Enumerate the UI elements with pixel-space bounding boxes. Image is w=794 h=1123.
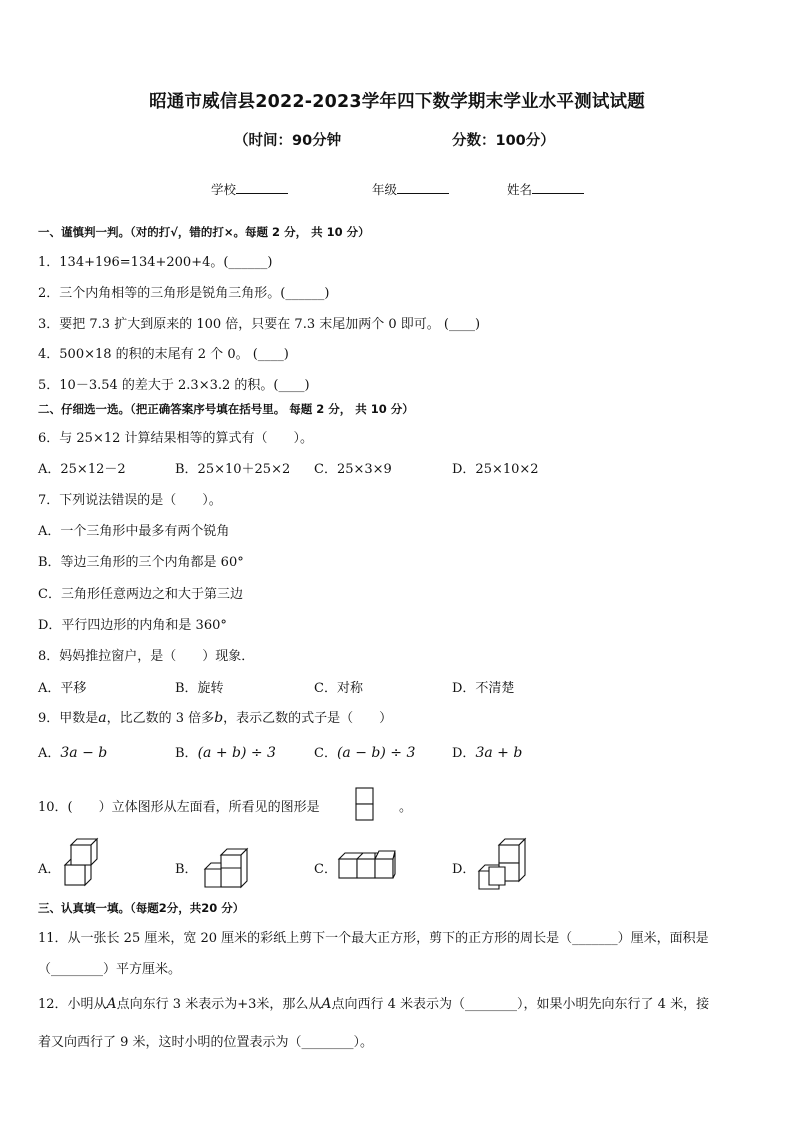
q9-text-pre: 9．甲数是 <box>38 711 99 726</box>
q8-option-d[interactable]: D．不清楚 <box>452 681 515 696</box>
grade-blank[interactable] <box>397 181 449 194</box>
q6-option-b[interactable]: B．25×10＋25×2 <box>175 462 291 477</box>
q9-option-d[interactable] <box>452 742 522 761</box>
q12-text-post: 点向西行 4 米表示为（________），如果小明先向东行了 4 米，接 <box>331 997 710 1012</box>
q9-option-d-expr: 3a + b <box>475 745 523 761</box>
q9-option-a-label: A． <box>38 746 61 761</box>
section-2-heading: 二、仔细选一选。（把正确答案序号填在括号里。 每题 2 分， 共 10 分） <box>38 402 414 416</box>
q9-option-d-label: D． <box>452 746 476 761</box>
q12-point-a-2: A <box>321 996 332 1012</box>
q12-text-mid: 点向东行 3 米表示为+3米，那么从 <box>116 997 322 1012</box>
q10-option-d-figure[interactable] <box>478 838 526 890</box>
question-2: 2．三个内角相等的三角形是锐角三角形。(______) <box>38 286 330 301</box>
q8-option-c[interactable]: C．对称 <box>314 681 363 696</box>
question-7: 7．下列说法错误的是（ ）。 <box>38 493 222 508</box>
q12-point-a-1: A <box>106 996 117 1012</box>
question-11-line-1: 11．从一张长 25 厘米，宽 20 厘米的彩纸上剪下一个最大正方形，剪下的正方形的周长是（_______）厘米，面积是 <box>38 931 709 946</box>
q8-option-a[interactable]: A．平移 <box>38 681 87 696</box>
q9-option-a[interactable] <box>38 742 107 761</box>
q9-var-b: b <box>214 710 224 726</box>
q7-option-a[interactable]: A．一个三角形中最多有两个锐角 <box>38 524 230 539</box>
page-title: 昭通市威信县2022-2023学年四下数学期末学业水平测试试题 <box>149 92 645 112</box>
exam-time: （时间：90分钟 <box>234 133 342 149</box>
q9-option-a-expr: 3a − b <box>60 745 108 761</box>
q12-text-pre: 12．小明从 <box>38 997 107 1012</box>
q7-option-c[interactable]: C．三角形任意两边之和大于第三边 <box>38 587 243 602</box>
q9-option-b-expr: (a + b) ÷ 3 <box>197 745 276 761</box>
q9-var-a: a <box>98 710 107 726</box>
q7-option-b[interactable]: B．等边三角形的三个内角都是 60° <box>38 555 244 570</box>
q10-option-a-label[interactable]: A． <box>38 862 61 877</box>
question-12-line-1 <box>38 993 709 1012</box>
q9-text-post: ，表示乙数的式子是（ ） <box>223 711 393 726</box>
q6-option-a[interactable]: A．25×12－2 <box>38 462 126 477</box>
exam-score: 分数：100分） <box>452 133 555 149</box>
q9-option-c-label: C． <box>314 746 337 761</box>
question-8: 8．妈妈推拉窗户，是（ ）现象． <box>38 649 255 664</box>
grade-label: 年级 <box>372 182 398 197</box>
q9-option-b-label: B． <box>175 746 198 761</box>
question-10: 10．( ）立体图形从左面看，所看见的图形是 <box>38 800 320 815</box>
q10-option-a-figure[interactable] <box>64 838 98 888</box>
question-11-line-2: （________）平方厘米。 <box>38 962 182 977</box>
q8-option-b[interactable]: B．旋转 <box>175 681 224 696</box>
question-3: 3．要把 7.3 扩大到原来的 100 倍，只要在 7.3 末尾加两个 0 即可。 (____) <box>38 317 481 332</box>
question-9 <box>38 707 392 726</box>
question-1: 1．134+196=134+200+4。(______) <box>38 255 273 270</box>
question-5: 5．10－3.54 的差大于 2.3×3.2 的积。(____) <box>38 378 310 393</box>
question-12-line-2: 着又向西行了 9 米，这时小明的位置表示为（________）。 <box>38 1035 374 1050</box>
section-3-heading: 三、认真填一填。（每题2分，共20 分） <box>38 901 245 915</box>
q10-option-b-figure[interactable] <box>204 846 248 888</box>
left-view-figure <box>355 787 375 821</box>
q9-text-mid: ，比乙数的 3 倍多 <box>106 711 215 726</box>
name-field <box>507 180 584 198</box>
q9-option-c-expr: (a − b) ÷ 3 <box>336 745 416 761</box>
q10-option-c-label[interactable]: C． <box>314 862 337 877</box>
q10-option-d-label[interactable]: D． <box>452 862 476 877</box>
q6-option-c[interactable]: C．25×3×9 <box>314 462 392 477</box>
school-label: 学校 <box>211 182 237 197</box>
grade-field <box>372 180 449 198</box>
q10-option-b-label[interactable]: B． <box>175 862 198 877</box>
q6-option-d[interactable]: D．25×10×2 <box>452 462 539 477</box>
name-label: 姓名 <box>507 182 533 197</box>
school-blank[interactable] <box>236 181 288 194</box>
question-6: 6．与 25×12 计算结果相等的算式有（ ）。 <box>38 431 314 446</box>
section-1-heading: 一、谨慎判一判。（对的打√，错的打×。每题 2 分， 共 10 分） <box>38 225 370 239</box>
question-4: 4．500×18 的积的末尾有 2 个 0。 (____) <box>38 347 289 362</box>
question-10-end: 。 <box>399 800 413 815</box>
q10-option-c-figure[interactable] <box>338 850 396 880</box>
q9-option-b[interactable] <box>175 742 276 761</box>
q9-option-c[interactable] <box>314 742 415 761</box>
name-blank[interactable] <box>532 181 584 194</box>
school-field <box>211 180 288 198</box>
q7-option-d[interactable]: D．平行四边形的内角和是 360° <box>38 618 227 633</box>
